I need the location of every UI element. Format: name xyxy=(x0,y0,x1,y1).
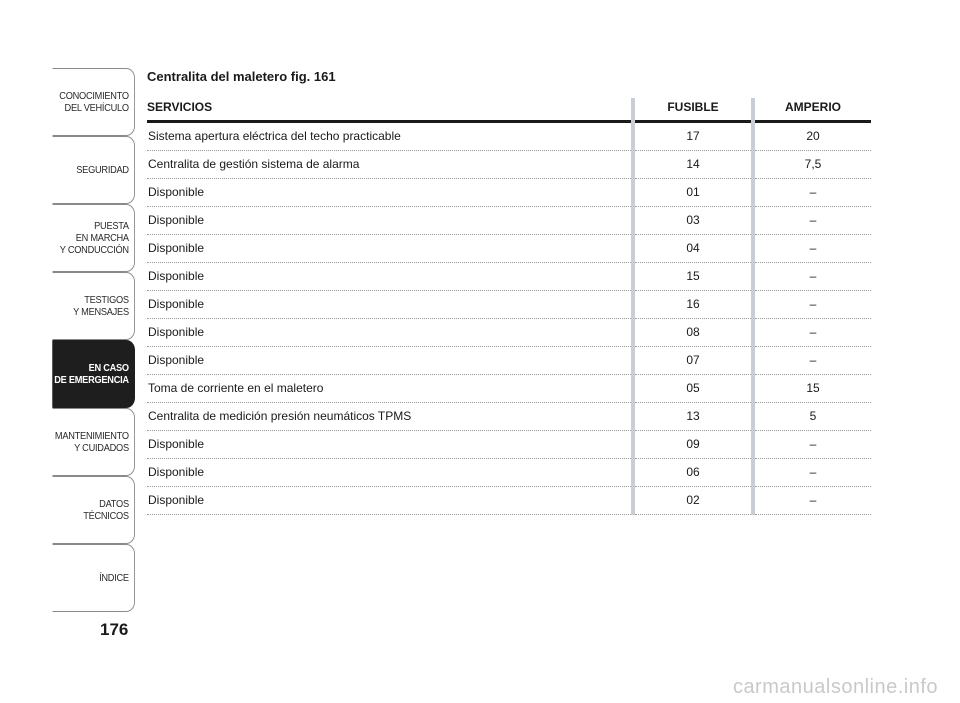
cell-servicio: Disponible xyxy=(148,185,205,199)
page-number: 176 xyxy=(100,620,129,639)
cell-fusible: 02 xyxy=(633,487,753,515)
cell-servicio: Disponible xyxy=(148,213,205,227)
cell-servicio: Sistema apertura eléctrica del techo practicable xyxy=(148,129,401,143)
cell-fusible: 03 xyxy=(633,207,753,235)
chapter-tab[interactable]: DATOS TÉCNICOS xyxy=(52,476,135,544)
cell-amperio: – xyxy=(753,487,871,515)
cell-servicio: Disponible xyxy=(148,269,205,283)
cell-servicio: Centralita de medición presión neumáticos TPMS xyxy=(148,409,412,423)
table-row xyxy=(147,403,871,431)
cell-fusible: 14 xyxy=(633,151,753,179)
cell-amperio: – xyxy=(753,291,871,319)
header-fusible: FUSIBLE xyxy=(633,98,753,122)
cell-amperio: – xyxy=(753,431,871,459)
table-row xyxy=(147,375,871,403)
cell-amperio: – xyxy=(753,319,871,347)
table-row xyxy=(147,122,871,151)
table-row xyxy=(147,319,871,347)
cell-servicio: Toma de corriente en el maletero xyxy=(148,381,324,395)
fuse-table xyxy=(147,98,871,515)
cell-servicio: Disponible xyxy=(148,297,205,311)
cell-servicio: Disponible xyxy=(148,465,205,479)
table-row xyxy=(147,431,871,459)
chapter-tab[interactable]: PUESTA EN MARCHA Y CONDUCCIÓN xyxy=(52,204,135,272)
cell-fusible: 06 xyxy=(633,459,753,487)
table-row xyxy=(147,487,871,515)
cell-servicio: Disponible xyxy=(148,241,205,255)
cell-amperio: – xyxy=(753,235,871,263)
cell-fusible: 05 xyxy=(633,375,753,403)
chapter-tab[interactable]: SEGURIDAD xyxy=(52,136,135,204)
cell-fusible: 09 xyxy=(633,431,753,459)
table-row xyxy=(147,263,871,291)
cell-fusible: 15 xyxy=(633,263,753,291)
cell-servicio: Disponible xyxy=(148,493,205,507)
cell-servicio: Centralita de gestión sistema de alarma xyxy=(148,157,360,171)
table-row xyxy=(147,235,871,263)
table-row xyxy=(147,179,871,207)
chapter-tab[interactable]: TESTIGOS Y MENSAJES xyxy=(52,272,135,340)
cell-amperio: 7,5 xyxy=(753,151,871,179)
cell-amperio: 20 xyxy=(753,122,871,151)
cell-amperio: – xyxy=(753,263,871,291)
cell-fusible: 13 xyxy=(633,403,753,431)
cell-servicio: Disponible xyxy=(148,437,205,451)
section-title: Centralita del maletero fig. 161 xyxy=(147,69,336,84)
cell-fusible: 17 xyxy=(633,122,753,151)
chapter-tab[interactable]: EN CASO DE EMERGENCIA xyxy=(52,340,135,408)
header-servicios: SERVICIOS xyxy=(147,100,213,114)
cell-servicio: Disponible xyxy=(148,325,205,339)
table-row xyxy=(147,459,871,487)
watermark: carmanualsonline.info xyxy=(732,676,938,698)
cell-fusible: 08 xyxy=(633,319,753,347)
chapter-tab[interactable]: CONOCIMIENTO DEL VEHÍCULO xyxy=(52,68,135,136)
chapter-tab[interactable]: MANTENIMIENTO Y CUIDADOS xyxy=(52,408,135,476)
table-row xyxy=(147,207,871,235)
cell-fusible: 01 xyxy=(633,179,753,207)
table-row xyxy=(147,347,871,375)
cell-amperio: – xyxy=(753,347,871,375)
cell-fusible: 07 xyxy=(633,347,753,375)
cell-fusible: 16 xyxy=(633,291,753,319)
cell-amperio: – xyxy=(753,459,871,487)
cell-amperio: 5 xyxy=(753,403,871,431)
cell-amperio: – xyxy=(753,179,871,207)
table-header-row xyxy=(147,98,871,122)
cell-servicio: Disponible xyxy=(148,353,205,367)
chapter-tab[interactable]: ÍNDICE xyxy=(52,544,135,612)
cell-amperio: 15 xyxy=(753,375,871,403)
header-amperio: AMPERIO xyxy=(753,98,871,122)
cell-fusible: 04 xyxy=(633,235,753,263)
cell-amperio: – xyxy=(753,207,871,235)
main-content xyxy=(147,66,867,515)
table-row xyxy=(147,291,871,319)
chapter-tabs xyxy=(41,68,135,612)
table-row xyxy=(147,151,871,179)
